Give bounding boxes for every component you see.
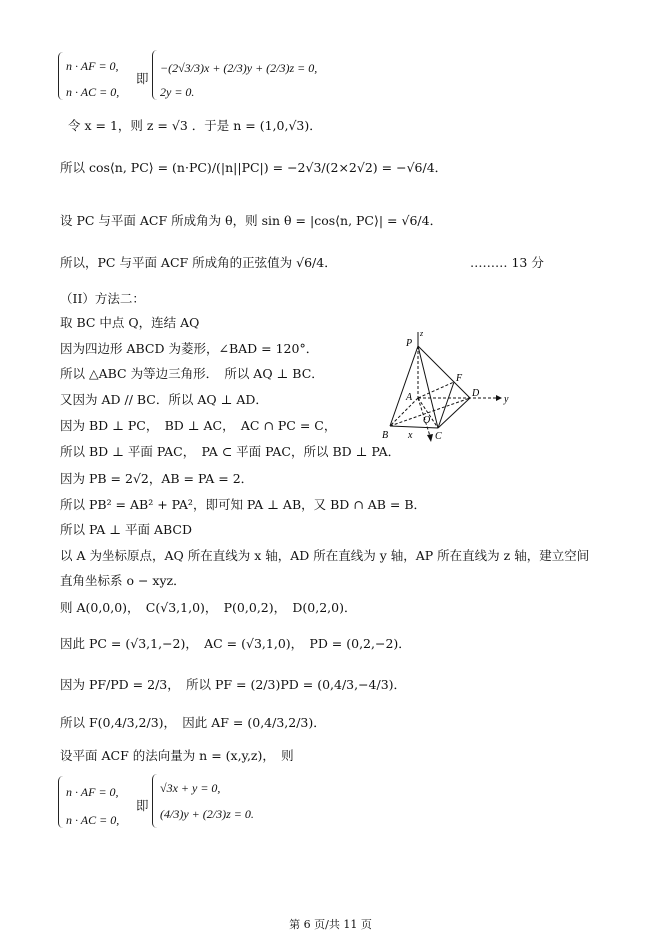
proof-line: 所以 △ABC 为等边三角形． 所以 AQ ⊥ BC． xyxy=(60,366,324,381)
proof-line: 以 A 为坐标原点，AQ 所在直线为 x 轴，AD 所在直线为 y 轴，AP 所在直线为 z 轴，建立空间 xyxy=(60,548,590,563)
edge-AB xyxy=(390,398,418,426)
proof-line: 因为四边形 ABCD 为菱形，∠BAD = 120°． xyxy=(60,341,319,356)
proof-line: 所以 PA ⊥ 平面 ABCD xyxy=(60,522,192,537)
method2-title: （II）方法二： xyxy=(60,291,145,306)
system1-right-eq1: −(2√3/3)x + (2/3)y + (2/3)z = 0, xyxy=(160,61,318,75)
system2-right-eq1: √3x + y = 0, xyxy=(160,781,221,795)
page-footer: 第 6 页/共 11 页 xyxy=(289,918,372,931)
proof-line: 又因为 AD // BC．所以 AQ ⊥ AD． xyxy=(60,392,268,407)
proof-line: 直角坐标系 o − xyz． xyxy=(60,573,186,588)
system2-right-eq2: (4/3)y + (2/3)z = 0. xyxy=(160,807,254,821)
label-D: D xyxy=(472,388,480,399)
system1-left-eq2: n · AC = 0, xyxy=(66,85,120,99)
label-O: O xyxy=(423,415,431,426)
system2-ji: 即 xyxy=(136,798,149,813)
proof-line: 所以 PB² = AB² + PA²，即可知 PA ⊥ AB，又 BD ∩ AB = B． xyxy=(60,497,427,512)
left-brace xyxy=(58,52,63,100)
label-B: B xyxy=(382,430,389,441)
proof-line: 则 A(0,0,0)， C(√3,1,0)， P(0,0,2)， D(0,2,0)． xyxy=(60,600,357,615)
system1-right-eq2: 2y = 0. xyxy=(160,85,195,99)
system2-left-eq2: n · AC = 0, xyxy=(66,813,120,827)
edge-BC xyxy=(390,426,438,428)
proof-line: 因为 PB = 2√2，AB = PA = 2． xyxy=(60,471,254,486)
right-brace xyxy=(152,774,157,828)
pyramid-figure xyxy=(378,328,518,448)
label-x: x xyxy=(408,430,413,441)
proof-line: 因为 BD ⊥ PC， BD ⊥ AC， AC ∩ PC = C， xyxy=(60,418,337,433)
label-y: y xyxy=(504,394,509,405)
line-angle: 设 PC 与平面 ACF 所成角为 θ，则 sin θ = |cos⟨n, PC⟩| = √6/4． xyxy=(60,213,443,228)
y-axis-arrow xyxy=(496,395,502,401)
proof-line: 设平面 ACF 的法向量为 n = (x,y,z)， 则 xyxy=(60,748,294,763)
label-A: A xyxy=(406,392,413,403)
proof-line: 所以 BD ⊥ 平面 PAC， PA ⊂ 平面 PAC，所以 BD ⊥ PA． xyxy=(60,444,401,459)
proof-line: 因此 PC = (√3,1,−2)， AC = (√3,1,0)， PD = (0,2,−2)． xyxy=(60,636,411,651)
label-F: F xyxy=(456,373,463,384)
system2-left-eq1: n · AF = 0, xyxy=(66,785,119,799)
label-P: P xyxy=(406,338,413,349)
label-C: C xyxy=(435,431,442,442)
x-axis-arrow xyxy=(427,434,433,442)
edge-AF xyxy=(418,382,454,398)
system1-left-eq1: n · AF = 0, xyxy=(66,59,119,73)
right-brace xyxy=(152,50,157,100)
proof-line: 因为 PF/PD = 2/3， 所以 PF = (2/3)PD = (0,4/3,−4/3)． xyxy=(60,677,407,692)
line-cos: 所以 cos⟨n, PC⟩ = (n·PC)/(|n||PC|) = −2√3/(2×2√2) = −√6/4． xyxy=(60,160,448,175)
edge-PB xyxy=(390,346,418,426)
line-let: 令 x = 1，则 z = √3 ．于是 n = (1,0,√3)． xyxy=(68,118,322,133)
system1-ji: 即 xyxy=(136,71,149,86)
left-brace xyxy=(58,776,63,828)
line-result: 所以，PC 与平面 ACF 所成角的正弦值为 √6/4． xyxy=(60,255,337,270)
score-label: ……… 13 分 xyxy=(470,255,544,270)
label-z: z xyxy=(420,329,424,338)
proof-line: 所以 F(0,4/3,2/3)， 因此 AF = (0,4/3,2/3)． xyxy=(60,715,326,730)
edge-PD xyxy=(418,346,470,398)
proof-line: 取 BC 中点 Q，连结 AQ xyxy=(60,315,200,330)
